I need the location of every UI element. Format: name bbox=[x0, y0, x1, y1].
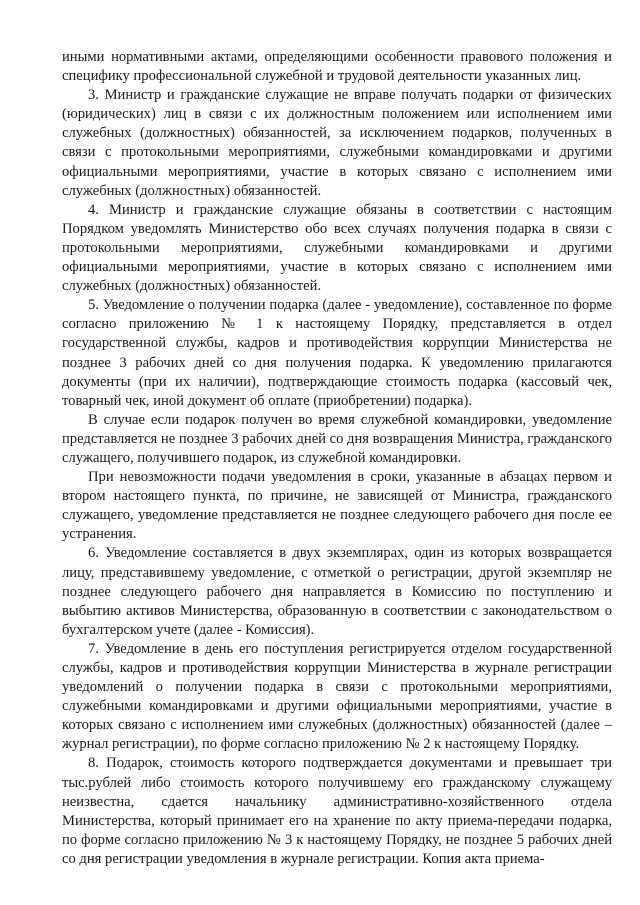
paragraph-8: 8. Подарок, стоимость которого подтверждается документами и превышает три тыс.рублей либо стоимость которого получившему его гражданскому служащему неизвестна, сдается начальнику административно-хозяйственного отдела Министерства, который принимает его на хранение по акту приема-передачи подарка, по форме согласно приложению № 3 к настоящему Порядку, не позднее 5 рабочих дней со дня регистрации уведомления в журнале регистрации. Копия акта приема- bbox=[62, 755, 612, 867]
paragraph-3: 3. Министр и гражданские служащие не вправе получать подарки от физических (юридических) лиц в связи с их должностным положением или исполнением ими служебных (должностных) обязанностей, за исключением подарков, полученных в связи с протокольными мероприятиями, служебными командировками и другими официальными мероприятиями, участие в которых связано с исполнением ими служебных (должностных) обязанностей. bbox=[62, 87, 612, 199]
paragraph-6: 6. Уведомление составляется в двух экземплярах, один из которых возвращается лицу, представившему уведомление, с отметкой о регистрации, другой экземпляр не позднее следующего рабочего дня направляется в Комиссию по поступлению и выбытию активов Министерства, образованную в соответствии с законодательством о бухгалтерском учете (далее - Комиссия). bbox=[62, 545, 612, 638]
paragraph-continuation: иными нормативными актами, определяющими особенности правового положения и специфику профессиональной служебной и трудовой деятельности указанных лиц. bbox=[62, 49, 612, 85]
paragraph-5-impossibility: При невозможности подачи уведомления в сроки, указанные в абзацах первом и втором настоящего пункта, по причине, не зависящей от Министра, гражданского служащего, уведомление представляется не позднее следующего рабочего дня после ее устранения. bbox=[62, 469, 612, 543]
paragraph-5: 5. Уведомление о получении подарка (далее - уведомление), составленное по форме согласно приложению № 1 к настоящему Порядку, представляется в отдел государственной службы, кадров и противодействия коррупции Министерства не позднее 3 рабочих дней со дня получения подарка. К уведомлению прилагаются документы (при их наличии), подтверждающие стоимость подарка (кассовый чек, товарный чек, иной документ об оплате (приобретении) подарка). bbox=[62, 297, 612, 409]
paragraph-7: 7. Уведомление в день его поступления регистрируется отделом государственной службы, кадров и противодействия коррупции Министерства в журнале регистрации уведомлений о получении подарка в связи с протокольными мероприятиями, служебными командировками и другими официальными мероприятиями, участие в которых связано с исполнением ими служебных (должностных) обязанностей (далее – журнал регистрации), по форме согласно приложению № 2 к настоящему Порядку. bbox=[62, 640, 612, 753]
paragraph-4: 4. Министр и гражданские служащие обязаны в соответствии с настоящим Порядком уведомлять Министерство обо всех случаях получения подарка в связи с протокольными мероприятиями, служебными командировками и другими официальными мероприятиями, участие в которых связано с исполнением ими служебных (должностных) обязанностей. bbox=[62, 201, 612, 295]
paragraph-5-business-trip: В случае если подарок получен во время служебной командировки, уведомление представляется не позднее 3 рабочих дней со дня возвращения Министра, гражданского служащего, получившего подарок, из служебной командировки. bbox=[62, 411, 612, 466]
